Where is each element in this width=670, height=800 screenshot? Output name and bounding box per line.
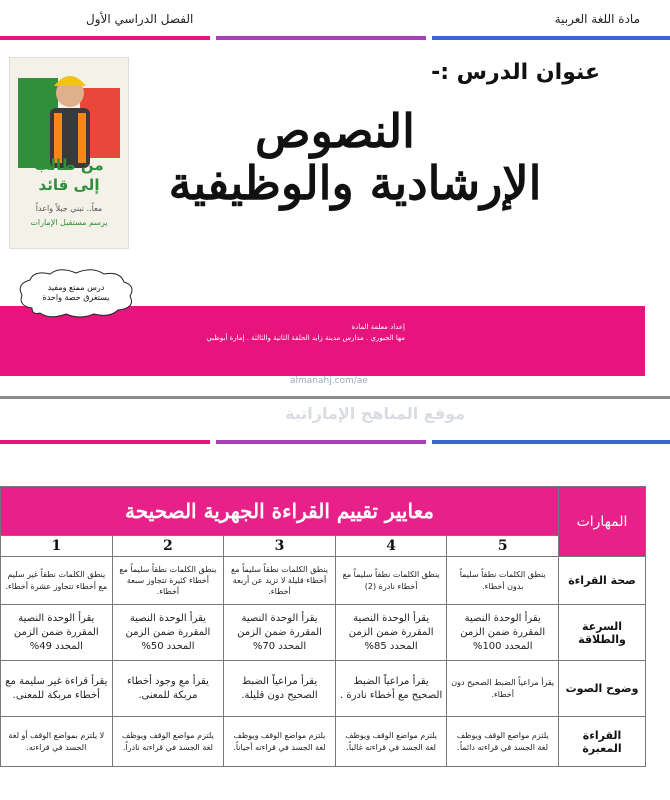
header-bar-purple <box>216 36 426 40</box>
rubric-cell: يقرأ الوحدة النصية المقررة ضمن الزمن المحدد 100% <box>447 605 559 661</box>
rubric-cell: ينطق الكلمات نطقاً سليماً بدون أخطاء. <box>447 557 559 605</box>
page2-bar-purple <box>216 440 426 444</box>
lesson-title-line-2: الإرشادية والوظيفية <box>168 156 542 210</box>
cloud-note <box>20 283 132 304</box>
skill-name: وضوح الصوت <box>559 661 646 717</box>
rubric-cell: ينطق الكلمات نطقاً سليماً مع أخطاء نادرة (2) <box>335 557 447 605</box>
level-header: 4 <box>335 536 447 557</box>
rubric-cell: ينطق الكلمات نطقاً غير سليم مع أخطاء تتجاوز عشرة أخطاء. <box>1 557 113 605</box>
watermark-text: موقع المناهج الإماراتية <box>285 404 466 423</box>
watermark-url: almanahj.com/ae <box>290 376 368 386</box>
rubric-cell: يقرأ الوحدة النصية المقررة ضمن الزمن المحدد 49% <box>1 605 113 661</box>
table-row <box>1 605 646 661</box>
skill-name: صحة القراءة <box>559 557 646 605</box>
rubric-cell: يقرأ قراءة غير سليمة مع أخطاء مربكة للمعنى. <box>1 661 113 717</box>
rubric-cell: يقرأ مع وجود أخطاء مربكة للمعنى. <box>112 661 224 717</box>
rubric-cell: يقرأ الوحدة النصية المقررة ضمن الزمن المحدد 50% <box>112 605 224 661</box>
skill-name: السرعة والطلاقة <box>559 605 646 661</box>
header-bar-blue <box>432 36 670 40</box>
rubric-cell: يلتزم مواضع الوقف ويوظف لغة الجسد في قراءته دائماً. <box>447 717 559 767</box>
table-row <box>1 717 646 767</box>
page2-bar-blue <box>432 440 670 444</box>
skill-name: القراءة المعبرة <box>559 717 646 767</box>
author-credit-line-2: مها الجبوري . مدارس مدينة زايد الحلقة الثانية والثالثة . إمارة أبوظبي <box>206 333 405 342</box>
page2-bar-pink <box>0 440 210 444</box>
rubric-title: معايير تقييم القراءة الجهرية الصحيحة <box>1 487 559 536</box>
rubric-table <box>0 486 646 767</box>
author-credit-line-1: إعداد معلمة المادة <box>351 323 405 331</box>
rubric-cell: يلتزم مواضع الوقف ويوظف لغة الجسد في قراءته غالباً. <box>335 717 447 767</box>
campaign-poster <box>9 57 129 249</box>
rubric-cell: ينطق الكلمات نطقاً سليماً مع أخطاء كثيرة تتجاوز سبعة أخطاء. <box>112 557 224 605</box>
rubric-cell: يقرأ مراعياً الضبط الصحيح مع أخطاء نادرة . <box>335 661 447 717</box>
poster-slogan-2: إلى قائد <box>38 176 100 194</box>
rubric-cell: يقرأ مراعياً الضبط الصحيح دون أخطاء. <box>447 661 559 717</box>
level-header: 2 <box>112 536 224 557</box>
poster-tagline-1: معاً.. نبني جيلاً واعداً <box>35 204 103 213</box>
rubric-cell: يقرأ الوحدة النصية المقررة ضمن الزمن المحدد 70% <box>224 605 336 661</box>
table-row <box>1 661 646 717</box>
skills-header: المهارات <box>559 487 646 557</box>
rubric-cell: يقرأ مراعياً الضبط الصحيح دون قليلة. <box>224 661 336 717</box>
slide-bottom-border <box>0 396 670 399</box>
rubric-cell: ينطق الكلمات نطقاً سليماً مع أخطاء قليلة لا تزيد عن أربعة أخطاء. <box>224 557 336 605</box>
rubric-cell: يلتزم مواضع الوقف ويوظف لغة الجسد في قراءته نادراً. <box>112 717 224 767</box>
lesson-title-label: عنوان الدرس :- <box>431 60 600 85</box>
lesson-title-line-1: النصوص <box>255 104 415 158</box>
rubric-cell: يلتزم مواضع الوقف ويوظف لغة الجسد في قراءته أحياناً. <box>224 717 336 767</box>
poster-tagline-2: يرسم مستقبل الإمارات <box>30 218 108 227</box>
cloud-note-line-2: يستغرق حصة واحدة <box>42 293 110 303</box>
term-label: الفصل الدراسي الأول <box>86 12 194 26</box>
rubric-cell: يقرأ الوحدة النصية المقررة ضمن الزمن المحدد 85% <box>335 605 447 661</box>
header-bar-pink <box>0 36 210 40</box>
level-header: 1 <box>1 536 113 557</box>
level-header: 5 <box>447 536 559 557</box>
author-credit <box>206 322 405 343</box>
level-header: 3 <box>224 536 336 557</box>
cloud-note-line-1: درس ممتع ومفيد <box>47 283 105 292</box>
table-row <box>1 557 646 605</box>
poster-slogan-1: من طالب <box>34 156 104 174</box>
subject-label: مادة اللغة العربية <box>554 12 640 26</box>
rubric-cell: لا يلتزم بمواضع الوقف أو لغة الجسد في قراءته. <box>1 717 113 767</box>
